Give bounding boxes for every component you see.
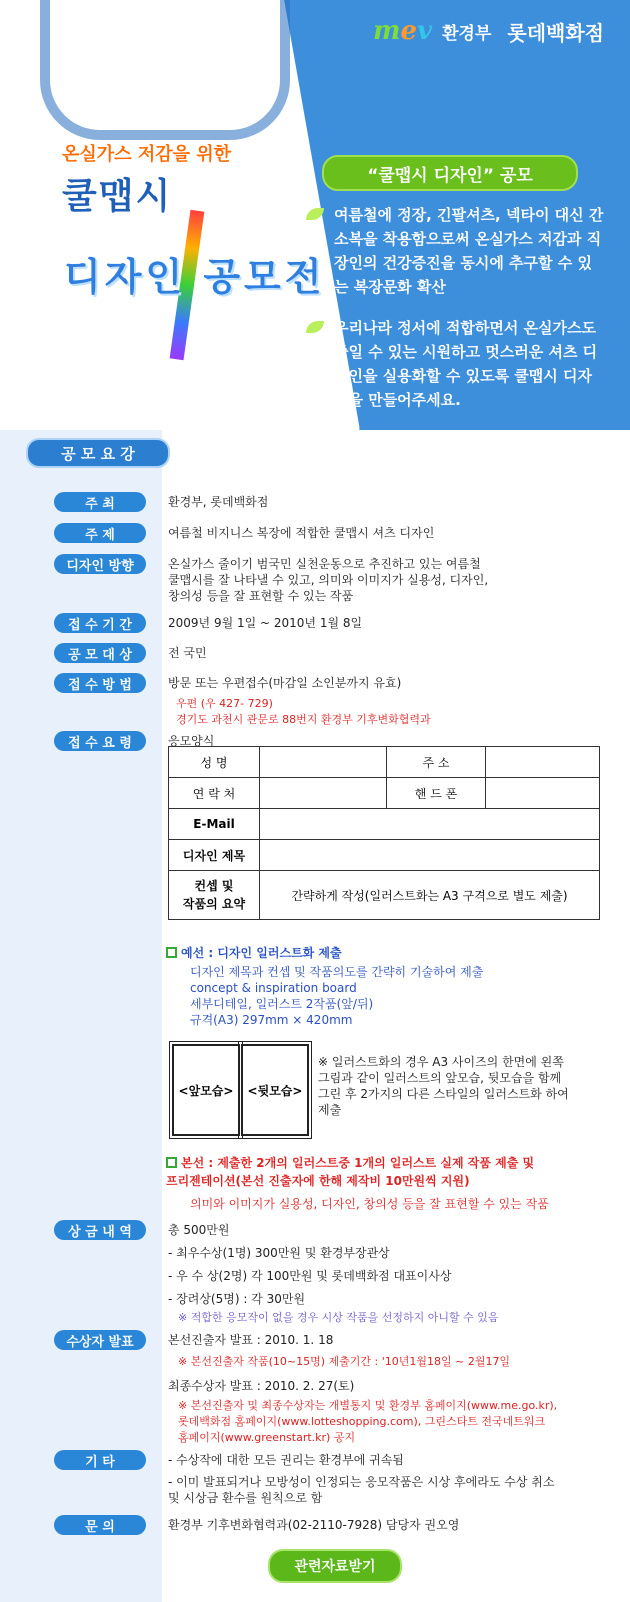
form-email-label: E-Mail (169, 809, 260, 840)
mev-logo: mev (372, 16, 433, 46)
form-address-cell (486, 747, 600, 778)
announce-semifinal: 본선진출자 발표 : 2010. 1. 18 (168, 1333, 334, 1347)
prelim-lines: 디자인 제목과 컨셉 및 작품의도를 간략히 기술하여 제출 concept & inspiration board 세부디테일, 일러스트 2작품(앞/뒤) 규격(A3) 297mm × 420mm (190, 965, 484, 1027)
download-button[interactable]: 관련자료받기 (268, 1549, 402, 1583)
contact-value: 환경부 기후변화협력과(02-2110-7928) 담당자 권오영 (168, 1518, 460, 1532)
partner-logos (373, 16, 604, 46)
label-contact: 문 의 (54, 1515, 146, 1535)
intro-bullet-2 (306, 316, 606, 412)
form-contact-cell (260, 778, 387, 809)
prize-third: - 장려상(5명) : 각 30만원 (168, 1292, 306, 1306)
form-design-title-cell (260, 840, 600, 871)
form-concept-desc: 간략하게 작성(일러스트화는 A3 구격으로 별도 제출) (260, 871, 600, 920)
final-heading: 본선 : 제출한 2개의 일러스트중 1개의 일러스트 실제 작품 제출 및 프리젠테이션(본선 진출자에 한해 제작비 10만원씩 지원) (166, 1156, 535, 1188)
announce-final: 최종수상자 발표 : 2010. 2. 27(토) (168, 1379, 355, 1393)
form-design-title-label: 디자인 제목 (169, 840, 260, 871)
form-concept-label: 컨셉 및 작품의 요약 (169, 871, 260, 920)
method-note: 우편 (우 427- 729) 경기도 과천시 관문로 88번지 환경부 기후변화협력과 (176, 697, 431, 726)
form-email-cell (260, 809, 600, 840)
form-address-label: 주 소 (387, 747, 486, 778)
label-host: 주 최 (54, 492, 146, 512)
label-target: 공 모 대 상 (54, 643, 146, 663)
value-theme: 여름철 비지니스 복장에 적합한 쿨맵시 셔츠 디자인 (168, 526, 435, 540)
form-contact-label: 연 락 처 (169, 778, 260, 809)
label-theme: 주 제 (54, 523, 146, 543)
label-etc: 기 타 (54, 1450, 146, 1470)
label-method: 접 수 방 법 (54, 673, 146, 693)
etc-line-2: - 이미 발표되거나 모방성이 인정되는 응모작품은 시상 후에라도 수상 취소 및 시상금 환수를 원칙으로 함 (168, 1475, 555, 1505)
final-note: 의미와 이미지가 실용성, 디자인, 창의성 등을 잘 표현할 수 있는 작품 (190, 1197, 549, 1211)
lotte-logo: 롯데백화점 (507, 20, 604, 45)
ministry-logo: 환경부 (442, 23, 492, 44)
form-name-cell (260, 747, 387, 778)
value-guide: 응모양식 (168, 734, 215, 748)
application-form-table (168, 746, 600, 920)
prize-note: ※ 적합한 응모작이 없을 경우 시상 작품을 선정하지 아니할 수 있음 (178, 1311, 499, 1324)
intro-bullet-text: 우리나라 정서에 적합하면서 온실가스도 줄일 수 있는 시원하고 멋스러운 셔츠 디자인을 실용화할 수 있도록 쿨맵시 디자인을 만들어주세요. (334, 319, 598, 409)
prelim-heading: 예선 : 디자인 일러스트화 제출 (166, 944, 342, 961)
announce-semifinal-note: ※ 본선진출자 작품(10~15명) 제출기간 : '10년1월18일 ~ 2월17일 (178, 1355, 511, 1368)
prize-total: 총 500만원 (168, 1223, 230, 1237)
etc-line-1: - 수상작에 대한 모든 권리는 환경부에 귀속됨 (168, 1453, 404, 1467)
label-guide: 접 수 요 령 (54, 731, 146, 751)
prize-first: - 최우수상(1명) 300만원 및 환경부장관상 (168, 1246, 390, 1260)
prelim-note: ※ 일러스트화의 경우 A3 사이즈의 한면에 왼쪽 그림과 같이 일러스트의 앞모습, 뒷모습을 함께 그린 후 2가지의 다른 스타일의 일러스트화 하여 제출 (318, 1055, 569, 1117)
value-target: 전 국민 (168, 646, 207, 660)
leaf-icon (306, 208, 324, 220)
label-period: 접 수 기 간 (54, 613, 146, 633)
form-mobile-label: 핸 드 폰 (387, 778, 486, 809)
form-name-label: 성 명 (169, 747, 260, 778)
front-view-box: <앞모습> (172, 1044, 240, 1136)
form-mobile-cell (486, 778, 600, 809)
shirt-illustration-icon (40, 0, 290, 140)
back-view-box: <뒷모습> (241, 1044, 309, 1136)
prize-second: - 우 수 상(2명) 각 100만원 및 롯데백화점 대표이사상 (168, 1269, 452, 1283)
label-direction: 디자인 방향 (54, 554, 146, 574)
announce-final-note: ※ 본선진출자 및 최종수상자는 개별통지 및 환경부 홈페이지(www.me.go.kr), 롯데백화점 홈페이지(www.lotteshopping.com), 그린스타트 전국네트워크 홈페이지(www.greenstart.kr) 공지 (178, 1399, 558, 1444)
intro-bullet-1 (306, 203, 606, 299)
page-title: 디자인 공모전 (64, 255, 326, 299)
contest-pill: “쿨맵시 디자인” 공모 (322, 155, 578, 191)
value-period: 2009년 9월 1일 ~ 2010년 1월 8일 (168, 616, 363, 630)
leaf-icon (306, 321, 324, 333)
value-host: 환경부, 롯데백화점 (168, 495, 269, 509)
value-method: 방문 또는 우편접수(마감일 소인분까지 유효) (168, 676, 402, 690)
hero-banner (0, 0, 630, 440)
title-subtitle: 온실가스 저감을 위한 (62, 144, 232, 165)
title-coolmapsi: 쿨맵시 (62, 176, 173, 217)
value-direction: 온실가스 줄이기 범국민 실천운동으로 추진하고 있는 여름철 쿨맵시를 잘 나타낼 수 있고, 의미와 이미지가 실용성, 디자인, 창의성 등을 잘 표현할 수 있는 작품 (168, 557, 489, 603)
label-announce: 수상자 발표 (54, 1330, 146, 1350)
section-title: 공 모 요 강 (26, 438, 170, 468)
intro-bullet-text: 여름철에 정장, 긴팔셔츠, 넥타이 대신 간소복을 착용함으로써 온실가스 저감과 직장인의 건강증진을 동시에 추구할 수 있는 복장문화 확산 (334, 206, 604, 296)
label-prize: 상 금 내 역 (54, 1220, 146, 1240)
